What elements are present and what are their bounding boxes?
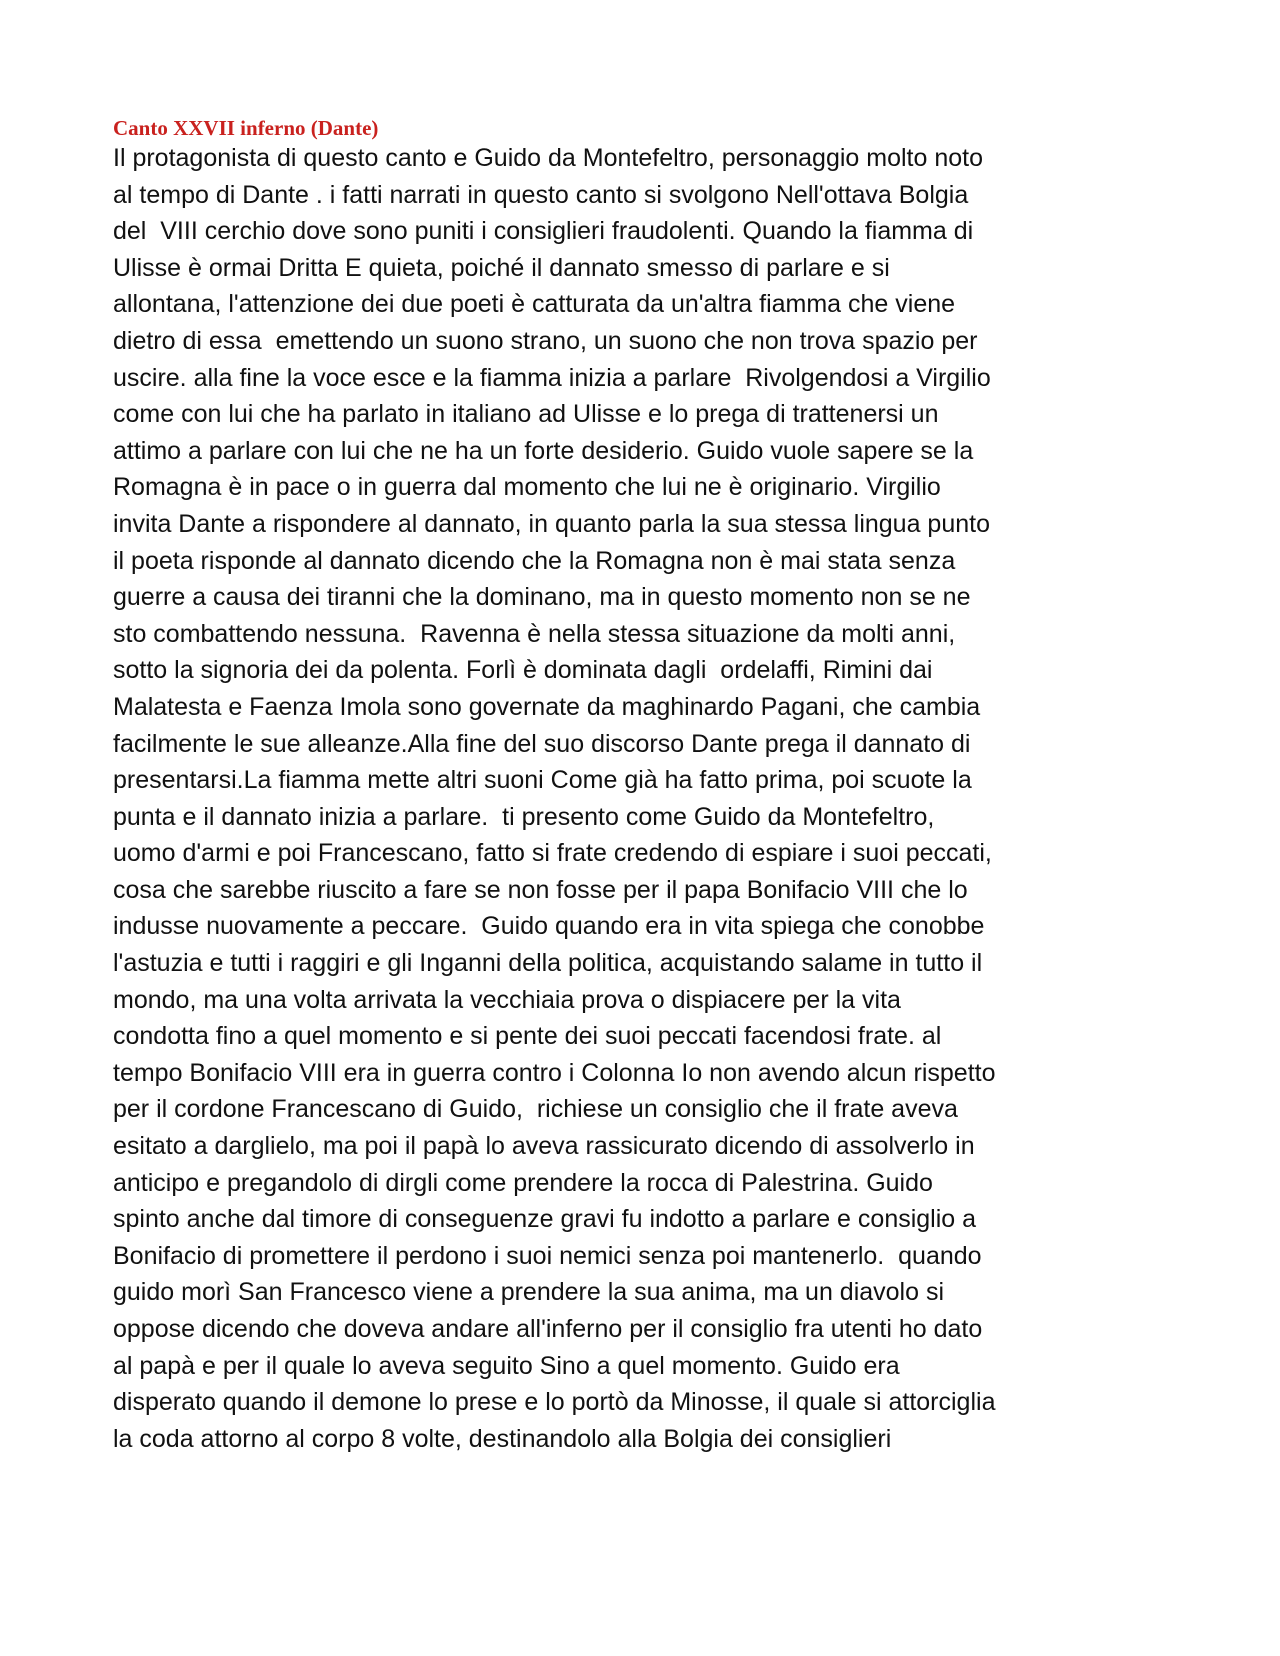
body-line: sto combattendo nessuna. Ravenna è nella stessa situazione da molti anni, <box>113 619 956 648</box>
body-line: tempo Bonifacio VIII era in guerra contro i Colonna Io non avendo alcun rispetto <box>113 1058 996 1087</box>
body-line: uomo d'armi e poi Francescano, fatto si frate credendo di espiare i suoi peccati, <box>113 839 992 868</box>
body-line: allontana, l'attenzione dei due poeti è catturata da un'altra fiamma che viene <box>113 290 956 319</box>
body-line: Il protagonista di questo canto e Guido da Montefeltro, personaggio molto noto <box>113 144 984 172</box>
body-line: l'astuzia e tutti i raggiri e gli Inganni della politica, acquistando salame in tutto il <box>113 949 983 978</box>
document-body <box>113 140 1173 1457</box>
body-line: uscire. alla fine la voce esce e la fiamma inizia a parlare Rivolgendosi a Virgilio <box>113 363 991 392</box>
body-line: anticipo e pregandolo di dirgli come prendere la rocca di Palestrina. Guido <box>113 1168 933 1197</box>
body-line: sotto la signoria dei da polenta. Forlì è dominata dagli ordelaffi, Rimini dai <box>113 656 933 685</box>
body-line: condotta fino a quel momento e si pente dei suoi peccati facendosi frate. al <box>113 1022 942 1051</box>
body-line: del VIII cerchio dove sono puniti i consiglieri fraudolenti. Quando la fiamma di <box>113 217 974 246</box>
body-line: indusse nuovamente a peccare. Guido quando era in vita spiega che conobbe <box>113 912 985 941</box>
document-title: Canto XXVII inferno (Dante) <box>113 116 379 140</box>
body-line: mondo, ma una volta arrivata la vecchiaia prova o dispiacere per la vita <box>113 985 901 1014</box>
body-line: al tempo di Dante . i fatti narrati in questo canto si svolgono Nell'ottava Bolgia <box>113 180 969 209</box>
body-line: invita Dante a rispondere al dannato, in quanto parla la sua stessa lingua punto <box>113 509 990 538</box>
body-line: Bonifacio di promettere il perdono i suoi nemici senza poi mantenerlo. quando <box>113 1241 982 1270</box>
body-line: al papà e per il quale lo aveva seguito Sino a quel momento. Guido era <box>113 1351 900 1380</box>
body-line: disperato quando il demone lo prese e lo portò da Minosse, il quale si attorciglia <box>113 1388 996 1417</box>
body-line: guido morì San Francesco viene a prendere la sua anima, ma un diavolo si <box>113 1278 945 1307</box>
body-line: la coda attorno al corpo 8 volte, destinandolo alla Bolgia dei consiglieri <box>113 1424 892 1453</box>
body-line: attimo a parlare con lui che ne ha un forte desiderio. Guido vuole sapere se la <box>113 436 974 465</box>
body-line: Ulisse è ormai Dritta E quieta, poiché il dannato smesso di parlare e si <box>113 253 890 282</box>
body-line: per il cordone Francescano di Guido, richiese un consiglio che il frate aveva <box>113 1095 958 1124</box>
body-line: spinto anche dal timore di conseguenze gravi fu indotto a parlare e consiglio a <box>113 1205 977 1234</box>
body-line: dietro di essa emettendo un suono strano, un suono che non trova spazio per <box>113 326 978 355</box>
body-line: facilmente le sue alleanze.Alla fine del suo discorso Dante prega il dannato di <box>113 729 971 758</box>
body-line: il poeta risponde al dannato dicendo che la Romagna non è mai stata senza <box>113 546 956 575</box>
body-line: cosa che sarebbe riuscito a fare se non fosse per il papa Bonifacio VIII che lo <box>113 875 968 904</box>
body-line: esitato a darglielo, ma poi il papà lo aveva rassicurato dicendo di assolverlo in <box>113 1132 975 1161</box>
body-line: guerre a causa dei tiranni che la dominano, ma in questo momento non se ne <box>113 583 971 612</box>
body-line: punta e il dannato inizia a parlare. ti presento come Guido da Montefeltro, <box>113 802 935 831</box>
body-line: presentarsi.La fiamma mette altri suoni Come già ha fatto prima, poi scuote la <box>113 766 972 795</box>
body-line: oppose dicendo che doveva andare all'inferno per il consiglio fra utenti ho dato <box>113 1315 983 1343</box>
body-line: Romagna è in pace o in guerra dal momento che lui ne è originario. Virgilio <box>113 473 941 502</box>
body-line: come con lui che ha parlato in italiano ad Ulisse e lo prega di trattenersi un <box>113 400 939 429</box>
body-line: Malatesta e Faenza Imola sono governate da maghinardo Pagani, che cambia <box>113 692 981 721</box>
